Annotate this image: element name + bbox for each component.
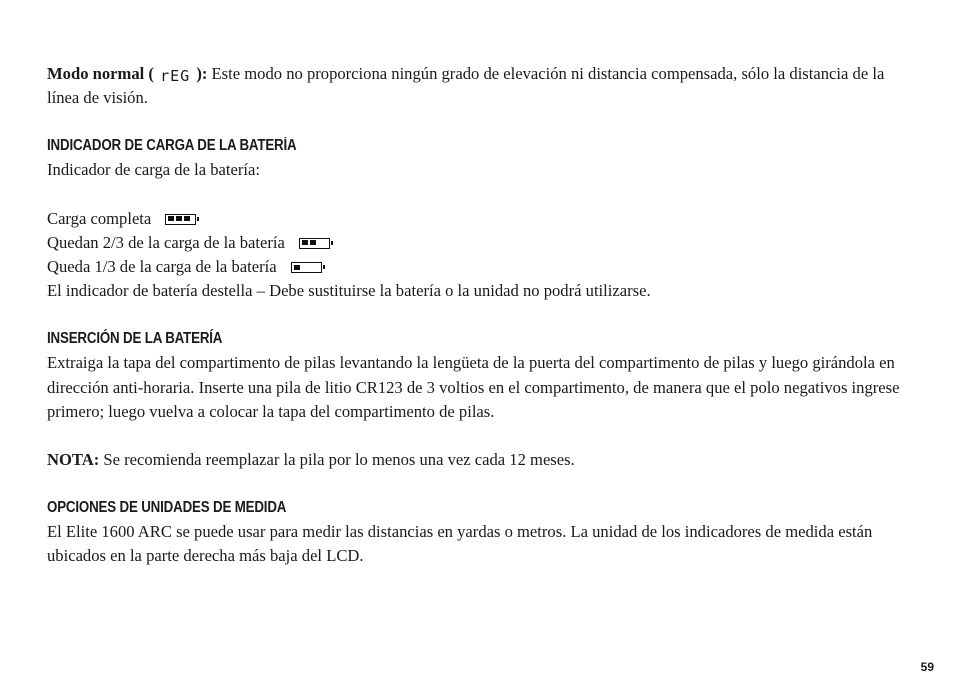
units-text: El Elite 1600 ARC se puede usar para medir las distancias en yardas o metros. La unidad de los indicadores de medida están ubicados en la parte derecha más baja del LCD. xyxy=(47,522,873,566)
note-label: NOTA: xyxy=(47,450,100,470)
battery-one-third-icon xyxy=(291,262,322,273)
reg-mode-icon: rEG xyxy=(160,67,191,85)
modo-normal-label: Modo normal xyxy=(47,64,145,83)
battery-level-two-thirds xyxy=(47,231,909,255)
battery-level-one-third xyxy=(47,255,909,279)
modo-normal-open-paren: ( xyxy=(144,64,159,83)
battery-full-icon xyxy=(165,214,196,225)
modo-normal-paragraph xyxy=(47,62,909,110)
battery-level-label: Quedan 2/3 de la carga de la batería xyxy=(47,232,285,252)
battery-level-label: Carga completa xyxy=(47,208,152,228)
note-text: Se recomienda reemplazar la pila por lo menos una vez cada 12 meses. xyxy=(99,450,575,470)
battery-intro: Indicador de carga de la batería: xyxy=(47,160,260,180)
insertion-text: Extraiga la tapa del compartimento de pilas levantando la lengüeta de la puerta del compartimento de pilas y luego girándola en dirección anti-horaria. Inserte una pila de litio CR123 de 3 voltios en el compartimento, de manera que el polo negativos ingrese primero; luego vuelva a colocar la tapa del compartimento de pilas. xyxy=(47,353,900,421)
insertion-heading: INSERCIÓN DE LA BATERÍA xyxy=(47,330,223,348)
note-paragraph xyxy=(47,448,909,472)
units-heading: OPCIONES DE UNIDADES DE MEDIDA xyxy=(47,499,287,517)
battery-flash-note: El indicador de batería destella – Debe sustituirse la batería o la unidad no podrá utilizarse. xyxy=(47,281,651,301)
battery-two-thirds-icon xyxy=(299,238,330,249)
battery-level-full xyxy=(47,207,909,231)
battery-level-label: Queda 1/3 de la carga de la batería xyxy=(47,257,277,277)
battery-heading: INDICADOR DE CARGA DE LA BATERÍA xyxy=(47,137,297,155)
page-content xyxy=(47,62,909,569)
modo-normal-close-paren: ): xyxy=(192,64,208,83)
modo-normal-text: Este modo no proporciona ningún grado de elevación ni distancia compensada, sólo la distancia de la línea de visión. xyxy=(47,64,885,108)
page-number: 59 xyxy=(920,660,934,674)
